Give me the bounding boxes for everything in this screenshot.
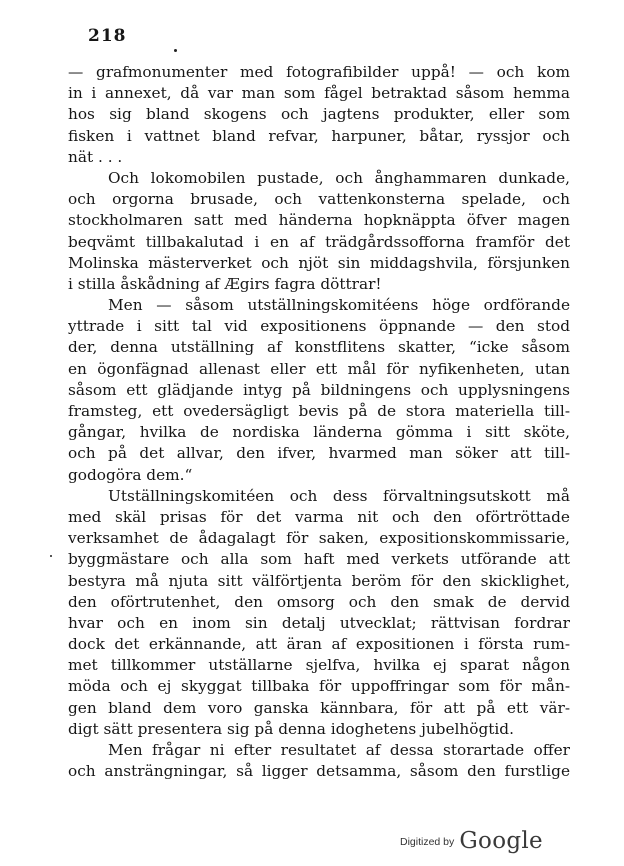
text-line: gångar, hvilka de nordiska länderna gömma i sitt sköte, xyxy=(68,423,570,442)
text-line: hos sig bland skogens och jagtens produkter, eller som xyxy=(68,105,570,124)
page-number: 218 xyxy=(88,26,127,46)
text-line: gen bland dem voro ganska kännbara, för att på ett vär- xyxy=(68,698,570,717)
text-line: framsteg, ett ovedersägligt bevis på de stora materiella till- xyxy=(68,402,570,420)
text-line: möda och ej skyggat tillbaka för uppoffringar som för mån- xyxy=(68,677,570,696)
text-line: Och lokomobilen pustade, och ånghammaren dunkade, xyxy=(108,168,570,187)
body-text xyxy=(68,62,570,782)
text-line: bestyra må njuta sitt välförtjenta beröm för den skicklighet, xyxy=(68,571,570,590)
text-line: med skäl prisas för det varma nit och den oförtröttade xyxy=(68,507,570,526)
text-line: och ansträngningar, så ligger detsamma, såsom den furstlige xyxy=(68,762,570,781)
text-line: fisken i vattnet bland refvar, harpuner, båtar, ryssjor och xyxy=(68,126,570,145)
text-line: nät . . . xyxy=(68,147,123,166)
digitized-by-google-watermark xyxy=(400,828,543,854)
text-line: in i annexet, då var man som fågel betraktad såsom hemma xyxy=(68,84,570,103)
text-line: Molinska mästerverket och njöt sin middagshvila, försjunken xyxy=(68,253,570,272)
text-line: en ögonfägnad allenast eller ett mål för nyfikenheten, utan xyxy=(68,359,570,378)
text-line: hvar och en inom sin detalj utvecklat; rättvisan fordrar xyxy=(68,613,570,632)
text-line: och på det allvar, den ifver, hvarmed man söker att till- xyxy=(68,444,570,463)
text-line: der, denna utställning af konstflitens skatter, “icke såsom xyxy=(68,338,570,357)
text-line: met tillkommer utställarne sjelfva, hvilka ej sparat någon xyxy=(68,656,570,675)
text-line: verksamhet de ådagalagt för saken, expositionskommissarie, xyxy=(68,529,570,548)
text-line: godogöra dem.“ xyxy=(68,465,193,484)
text-line: och orgorna brusade, och vattenkonsterna spelade, och xyxy=(68,190,570,209)
digitized-by-label: Digitized by xyxy=(400,836,455,848)
text-line: Utställningskomitéen och dess förvaltningsutskott må xyxy=(108,486,570,505)
text-line: — grafmonumenter med fotografibilder uppå! — och kom xyxy=(68,63,570,81)
text-line: såsom ett glädjande intyg på bildningens och upplysningens xyxy=(68,380,570,399)
text-line: stockholmaren satt med händerna hopknäppta öfver magen xyxy=(68,211,570,230)
text-line: Men — såsom utställningskomitéens höge ordförande xyxy=(108,296,570,315)
text-line: byggmästare och alla som haft med verkets utförande att xyxy=(68,550,570,569)
print-speck xyxy=(174,49,177,52)
print-speck xyxy=(50,555,52,557)
text-line: yttrade i sitt tal vid expositionens öppnande — den stod xyxy=(68,317,570,336)
text-line: digt sätt presentera sig på denna idoghetens jubelhögtid. xyxy=(68,719,514,738)
text-line: beqvämt tillbakalutad i en af trädgårdssofforna framför det xyxy=(68,232,570,251)
text-line: den oförtrutenhet, den omsorg och den smak de dervid xyxy=(68,592,570,611)
text-line: i stilla åskådning af Ægirs fagra döttrar! xyxy=(68,274,382,293)
text-line: Men frågar ni efter resultatet af dessa storartade offer xyxy=(108,741,570,759)
google-logo: Google xyxy=(459,828,543,854)
text-line: dock det erkännande, att äran af expositionen i första rum- xyxy=(68,635,570,654)
